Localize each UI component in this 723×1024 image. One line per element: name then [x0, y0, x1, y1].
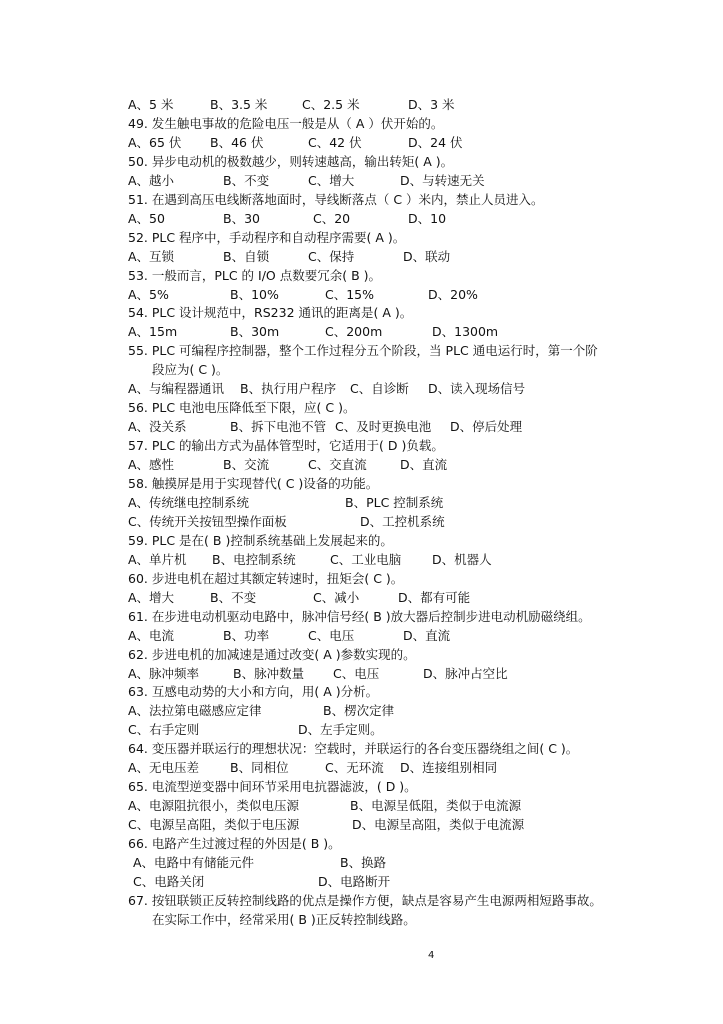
option-text: D、24 伏 — [408, 134, 463, 150]
option-text: D、3 米 — [408, 97, 455, 112]
options-row — [0, 247, 723, 266]
option-text: A、15m — [128, 324, 178, 340]
option-text: D、机器人 — [432, 551, 492, 567]
option-text: D、工控机系统 — [360, 513, 445, 529]
option-text: D、停后处理 — [450, 419, 523, 435]
option-text: A、电流 — [128, 627, 175, 643]
question-text: 52. PLC 程序中，手动程序和自动程序需要( A )。 — [128, 229, 406, 245]
option-text: B、PLC 控制系统 — [345, 494, 444, 510]
question-line — [0, 474, 723, 493]
options-row — [0, 171, 723, 190]
question-line — [0, 360, 723, 379]
options-row — [0, 417, 723, 436]
options-row — [0, 815, 723, 834]
question-line — [0, 228, 723, 247]
question-text: 62. 步进电机的加减速是通过改变( A )参数实现的。 — [128, 646, 416, 662]
options-row — [0, 853, 723, 872]
option-text: B、同相位 — [230, 760, 289, 776]
option-text: D、脉冲占空比 — [423, 665, 508, 681]
question-line — [0, 569, 723, 588]
question-line — [0, 303, 723, 322]
option-text: A、单片机 — [128, 551, 187, 567]
option-text: B、楞次定律 — [323, 703, 395, 719]
option-text: B、电控制系统 — [212, 551, 296, 567]
question-text: 57. PLC 的输出方式为晶体管型时，它适用于( D )负载。 — [128, 438, 444, 454]
option-text: C、42 伏 — [308, 134, 362, 150]
option-text: A、越小 — [128, 172, 175, 188]
question-line — [0, 436, 723, 455]
option-text: C、右手定则 — [128, 722, 200, 738]
option-text: C、交直流 — [308, 457, 367, 473]
question-text: 63. 互感电动势的大小和方向，用( A )分析。 — [128, 684, 379, 700]
option-text: C、电路关闭 — [133, 873, 205, 889]
question-line — [0, 739, 723, 758]
option-text: B、电源呈低阻，类似于电流源 — [350, 798, 522, 814]
options-row — [0, 701, 723, 720]
option-text: D、电源呈高阻，类似于电流源 — [352, 817, 525, 833]
options-row — [0, 664, 723, 683]
option-text: C、200m — [325, 324, 383, 340]
option-text: C、电压 — [333, 665, 380, 681]
question-text: 49. 发生触电事故的危险电压一般是从（ A ）伏开始的。 — [128, 115, 444, 131]
options-row — [0, 133, 723, 152]
option-text: B、30 — [223, 210, 260, 226]
option-text: B、3.5 米 — [210, 97, 268, 112]
options-row — [0, 588, 723, 607]
option-text: D、电路断开 — [318, 873, 391, 889]
option-text: A、5% — [128, 286, 169, 302]
question-text: 53. 一般而言，PLC 的 I/O 点数要冗余( B )。 — [128, 267, 382, 283]
option-text: B、拆下电池不管 — [230, 419, 327, 435]
options-row — [0, 550, 723, 569]
options-row — [0, 512, 723, 531]
question-line — [0, 398, 723, 417]
option-text: D、读入现场信号 — [428, 381, 526, 397]
question-line — [0, 531, 723, 550]
question-text: 58. 触摸屏是用于实现替代( C )设备的功能。 — [128, 476, 379, 491]
option-text: A、电源阻抗很小，类似电压源 — [128, 798, 300, 814]
option-text: C、电压 — [308, 627, 355, 643]
option-text: A、65 伏 — [128, 134, 182, 150]
question-line — [0, 266, 723, 285]
option-text: B、30m — [230, 324, 280, 340]
options-row — [0, 322, 723, 341]
question-line — [0, 910, 723, 929]
option-text: B、脉冲数量 — [233, 665, 305, 681]
question-line — [0, 607, 723, 626]
option-text: B、功率 — [223, 627, 270, 643]
option-text: D、直流 — [403, 627, 451, 643]
option-text: A、法拉第电磁感应定律 — [128, 703, 262, 719]
option-text: C、减小 — [313, 589, 360, 605]
options-row — [0, 872, 723, 891]
option-text: C、自诊断 — [350, 381, 409, 397]
question-text: 56. PLC 电池电压降低至下限，应( C )。 — [128, 400, 356, 416]
question-text: 在实际工作中，经常采用( B )正反转控制线路。 — [152, 911, 416, 927]
options-row — [0, 95, 723, 114]
question-line — [0, 152, 723, 171]
option-text: A、与编程器通讯 — [128, 381, 225, 397]
option-text: C、15% — [325, 286, 375, 302]
options-row — [0, 209, 723, 228]
question-text: 59. PLC 是在( B )控制系统基础上发展起来的。 — [128, 532, 393, 548]
option-text: B、执行用户程序 — [240, 381, 337, 397]
option-text: D、直流 — [400, 457, 448, 473]
question-line — [0, 114, 723, 133]
options-row — [0, 796, 723, 815]
option-text: D、联动 — [403, 248, 451, 264]
options-row — [0, 758, 723, 777]
question-line — [0, 834, 723, 853]
question-text: 60. 步进电机在超过其额定转速时，扭矩会( C )。 — [128, 570, 404, 586]
question-line — [0, 891, 723, 910]
page-number: 4 — [428, 950, 435, 961]
question-text: 51. 在遇到高压电线断落地面时，导线断落点（ C ）米内，禁止人员进入。 — [128, 191, 544, 207]
option-text: C、及时更换电池 — [335, 419, 432, 435]
question-line — [0, 341, 723, 360]
options-row — [0, 379, 723, 398]
question-text: 50. 异步电动机的极数越少，则转速越高，输出转矩( A )。 — [128, 153, 454, 169]
options-row — [0, 626, 723, 645]
option-text: C、保持 — [308, 248, 355, 264]
option-text: A、感性 — [128, 457, 175, 473]
option-text: B、换路 — [340, 855, 387, 870]
question-text: 66. 电路产生过渡过程的外因是( B )。 — [128, 836, 341, 852]
option-text: A、脉冲频率 — [128, 665, 200, 681]
options-row — [0, 720, 723, 739]
question-text: 55. PLC 可编程序控制器，整个工作过程分五个阶段，当 PLC 通电运行时，第一个阶 — [128, 343, 598, 359]
question-line — [0, 777, 723, 796]
question-text: 61. 在步进电动机驱动电路中，脉冲信号经( B )放大器后控制步进电动机励磁绕组。 — [128, 608, 591, 624]
question-text: 67. 按钮联锁正反转控制线路的优点是操作方便，缺点是容易产生电源两相短路事故。 — [128, 892, 602, 908]
option-text: B、不变 — [223, 172, 270, 188]
option-text: D、连接组别相同 — [400, 760, 498, 776]
option-text: A、没关系 — [128, 419, 187, 435]
option-text: C、增大 — [308, 172, 355, 188]
option-text: C、电源呈高阻，类似于电压源 — [128, 817, 300, 833]
option-text: A、50 — [128, 210, 165, 226]
option-text: D、20% — [428, 286, 478, 302]
options-row — [0, 455, 723, 474]
option-text: A、互锁 — [128, 248, 175, 264]
question-text: 64. 变压器并联运行的理想状况：空载时，并联运行的各台变压器绕组之间( C )。 — [128, 741, 579, 757]
options-row — [0, 493, 723, 512]
option-text: C、传统开关按钮型操作面板 — [128, 513, 287, 529]
option-text: A、增大 — [128, 589, 175, 605]
question-line — [0, 645, 723, 664]
question-text: 65. 电流型逆变器中间环节采用电抗器滤波，( D )。 — [128, 779, 417, 795]
option-text: C、无环流 — [325, 760, 384, 776]
option-text: C、2.5 米 — [302, 97, 360, 112]
option-text: A、5 米 — [128, 97, 174, 112]
option-text: A、传统继电控制系统 — [128, 494, 250, 510]
option-text: A、电路中有储能元件 — [133, 855, 255, 870]
question-line — [0, 190, 723, 209]
option-text: A、无电压差 — [128, 760, 200, 776]
option-text: B、不变 — [210, 589, 257, 605]
options-row — [0, 285, 723, 304]
option-text: B、10% — [230, 286, 279, 302]
option-text: D、都有可能 — [398, 589, 471, 605]
option-text: D、1300m — [432, 324, 499, 340]
question-text: 54. PLC 设计规范中，RS232 通讯的距离是( A )。 — [128, 305, 413, 321]
option-text: B、46 伏 — [210, 134, 264, 150]
option-text: B、自锁 — [223, 248, 270, 264]
question-line — [0, 682, 723, 701]
option-text: D、与转速无关 — [400, 172, 485, 188]
option-text: C、工业电脑 — [330, 551, 402, 567]
option-text: D、10 — [408, 210, 447, 226]
option-text: D、左手定则。 — [298, 722, 383, 738]
option-text: C、20 — [313, 210, 351, 226]
question-text: 段应为( C )。 — [152, 362, 229, 378]
option-text: B、交流 — [223, 457, 270, 473]
